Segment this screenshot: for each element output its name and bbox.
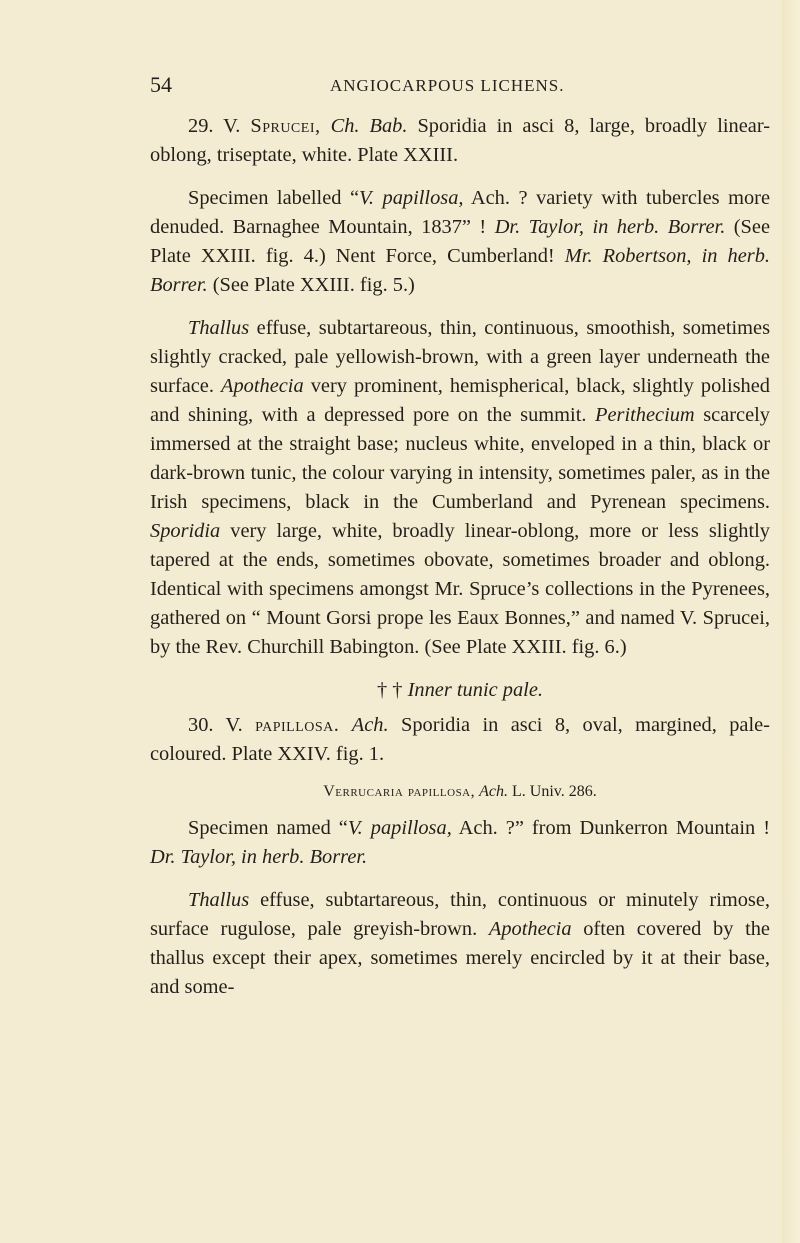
term-sporidia: Sporidia	[150, 520, 221, 542]
synonym-author: Ach.	[479, 783, 509, 800]
specimen-note-1	[150, 184, 770, 300]
page-number: 54	[150, 72, 172, 97]
term-apothecia: Apothecia	[221, 375, 304, 397]
specimen-note-2	[150, 814, 770, 872]
description-29	[150, 314, 770, 662]
entry-29-heading	[150, 112, 770, 170]
subheading-text: Inner tunic pale.	[407, 679, 543, 701]
taxon-name: V. papillosa,	[359, 187, 464, 209]
collector: Dr. Taylor, in herb. Borrer.	[150, 846, 368, 868]
term-thallus: Thallus	[188, 317, 250, 339]
desc-text: often covered by the thallus except their apex, sometimes merely encircled by it at their base, and some-	[150, 918, 770, 998]
collector: Dr. Taylor, in herb. Borrer.	[494, 216, 726, 238]
description-30	[150, 886, 770, 1002]
synonym-name: Verrucaria papillosa,	[323, 783, 476, 800]
desc-text: effuse, subtartareous, thin, continuous or minutely rimose, surface rugulose, pale greyish-brown.	[150, 889, 770, 940]
section-subheading	[150, 676, 770, 705]
note-text: Ach. ? variety with tubercles more denuded. Barnaghee Mountain, 1837” !	[150, 187, 770, 238]
desc-text: effuse, subtartareous, thin, continuous, smoothish, sometimes slightly cracked, pale yellowish-brown, with a green layer underneath the surface.	[150, 317, 770, 397]
synonym-reference: L. Univ. 286.	[512, 783, 597, 800]
note-text: (See Plate XXIII. fig. 4.) Nent Force, Cumberland!	[150, 216, 770, 267]
note-text: Specimen labelled “	[188, 187, 360, 209]
term-apothecia: Apothecia	[488, 918, 572, 940]
authority: Ach.	[351, 714, 389, 736]
desc-text: very large, white, broadly linear-oblong, more or less slightly tapered at the ends, sometimes obovate, sometimes broader and oblong. Identical with specimens amongst Mr. Spruce’s collections in the Pyrenees, gathered on “ Mount Gorsi prope les Eaux Bonnes,” and named V. Sprucei, by the Rev. Churchill Babington. (See Plate XXIII. fig. 6.)	[150, 520, 770, 658]
page-body	[150, 112, 770, 1002]
entry-description: Sporidia in asci 8, large, broadly linear-oblong, triseptate, white. Plate XXIII.	[150, 115, 771, 166]
desc-text: scarcely immersed at the straight base; nucleus white, enveloped in a thin, black or dark-brown tunic, the colour varying in intensity, sometimes paler, as in the Irish specimens, black in the Cumberland and Pyrenean specimens.	[150, 404, 770, 513]
entry-number: 29.	[188, 115, 214, 137]
term-perithecium: Perithecium	[595, 404, 695, 426]
desc-text: very prominent, hemispherical, black, slightly polished and shining, with a depressed pore on the summit.	[150, 375, 770, 426]
page-edge	[782, 0, 800, 1243]
note-text: (See Plate XXIII. fig. 5.)	[212, 274, 415, 296]
term-thallus: Thallus	[188, 889, 250, 911]
collector: Mr. Robertson, in herb. Borrer.	[150, 245, 771, 296]
genus-abbrev: V.	[225, 714, 243, 736]
running-title: ANGIOCARPOUS LICHENS.	[330, 76, 565, 95]
note-text: Specimen named “	[188, 817, 348, 839]
taxon-name: V. papillosa,	[347, 817, 452, 839]
species-name: Sprucei,	[250, 115, 321, 137]
synonym-line	[150, 777, 770, 806]
authority: Ch. Bab.	[330, 115, 408, 137]
species-name: papillosa.	[255, 714, 340, 736]
entry-number: 30.	[188, 714, 214, 736]
genus-abbrev: V.	[223, 115, 241, 137]
entry-30-heading	[150, 711, 770, 769]
note-text: Ach. ?” from Dunkerron Mountain !	[451, 817, 770, 839]
dagger-marks: † †	[377, 679, 403, 701]
entry-description: Sporidia in asci 8, oval, margined, pale-coloured. Plate XXIV. fig. 1.	[150, 714, 770, 765]
